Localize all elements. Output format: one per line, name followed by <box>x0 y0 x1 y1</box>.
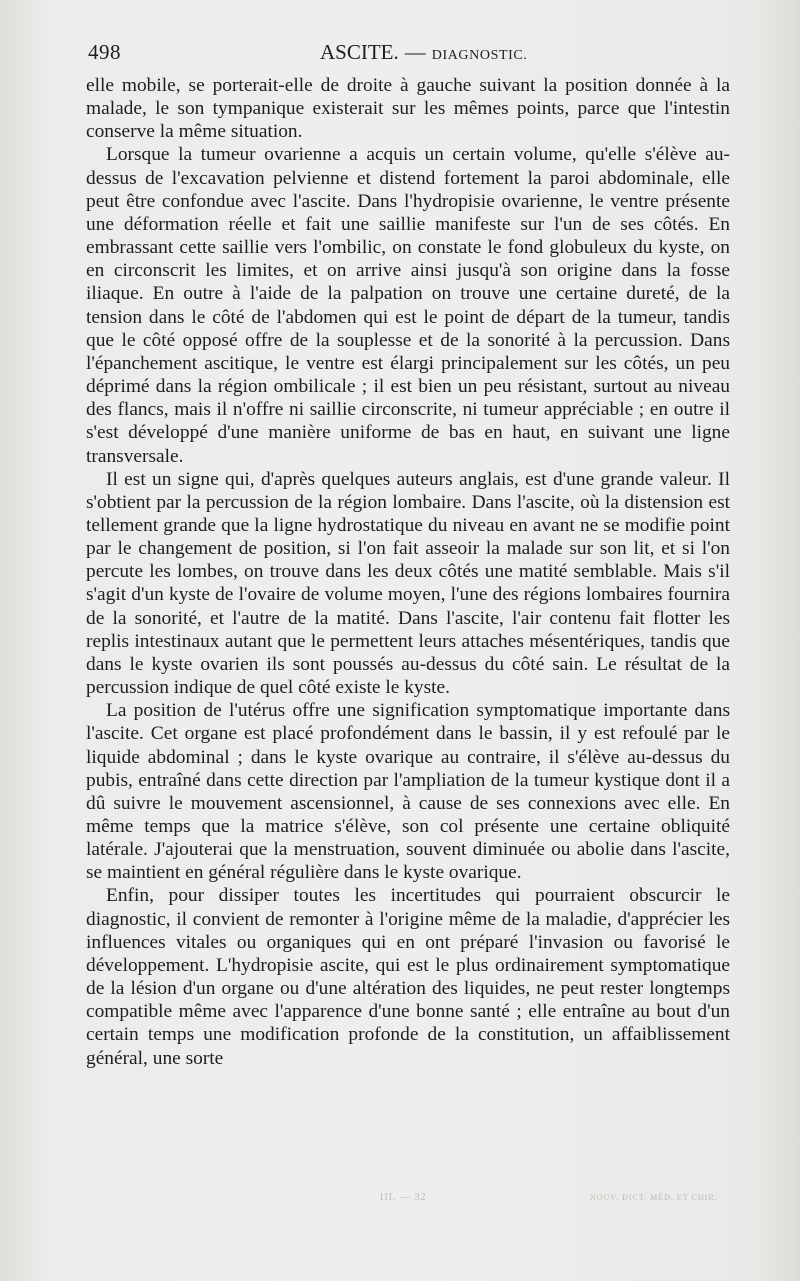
running-head-title: ASCITE. <box>320 40 399 64</box>
paragraph-ovarian-tumor: Lorsque la tumeur ovarienne a acquis un certain volume, qu'elle s'élève au-dessus de l'excavation pelvienne et distend fortement la paroi abdominale, elle peut être confondue avec l'ascite. Dans l'hydropisie ovarienne, le ventre présente une déformation réelle et fait une saillie manifeste sur l'un de ses côtés. En embrassant cette saillie vers l'ombilic, on constate le fond globuleux du kyste, on en circonscrit les limites, et on arrive ainsi jusqu'à son origine dans la fosse iliaque. En outre à l'aide de la palpation on trouve une certaine dureté, de la tension dans le côté de l'abdomen qui est le point de départ de la tumeur, tandis que le côté opposé offre de la souplesse et de la sonorité à la percussion. Dans l'épanchement ascitique, le ventre est élargi principalement sur les côtés, un peu déprimé dans la région ombilicale ; il est bien un peu résistant, surtout au niveau des flancs, mais il n'offre ni saillie circonscrite, ni tumeur appréciable ; en outre il s'est développé d'une manière uniforme de bas en haut, en suivant une ligne transversale. <box>86 144 730 467</box>
paragraph-uterus-position: La position de l'utérus offre une signification symptomatique importante dans l'ascite. Cet organe est placé profondément dans le bassin, il y est refoulé par le liquide abdominal ; dans le kyste ovarique au contraire, il s'élève au-dessus du pubis, entraîné dans cette direction par l'ampliation de la tumeur kystique dont il a dû suivre le mouvement ascensionnel, à cause de ses connexions avec elle. En même temps que la matrice s'élève, son col présente une certaine obliquité latérale. J'ajouterai que la menstruation, souvent diminuée ou abolie dans l'ascite, se maintient en général régulière dans le kyste ovarique. <box>86 700 730 884</box>
running-head <box>320 40 527 65</box>
running-head-subtitle: DIAGNOSTIC. <box>431 48 528 63</box>
paragraph-continued: elle mobile, se porterait-elle de droite à gauche suivant la position donnée à la malade, le son tympanique existerait sur les mêmes points, parce que l'intestin conserve la même situation. <box>86 75 730 143</box>
paragraph-lumbar-sign: Il est un signe qui, d'après quelques auteurs anglais, est d'une grande valeur. Il s'obtient par la percussion de la région lombaire. Dans l'ascite, où la distension est tellement grande que la ligne hydrostatique du niveau en avant ne se modifie point par le changement de position, si l'on fait asseoir la malade sur son lit, et si l'on percute les lombes, on trouve dans les deux côtés une matité semblable. Mais s'il s'agit d'un kyste de l'ovaire de volume moyen, l'une des régions lombaires fournira de la sonorité, et l'autre de la matité. Dans l'ascite, l'air contenu fait flotter les replis intestinaux autant que le permettent leurs attaches mésentériques, tandis que dans le kyste ovarien ils sont poussés au-dessus du côté sain. Le résultat de la percussion indique de quel côté existe le kyste. <box>86 468 730 699</box>
printer-note: NOUV. DICT. MÉD. ET CHIR. <box>590 1193 718 1202</box>
page-number: 498 <box>88 40 121 64</box>
signature-mark: III. — 32 <box>380 1192 427 1203</box>
page-header <box>88 40 730 70</box>
body-text <box>86 74 730 1070</box>
running-head-separator: — <box>404 40 426 64</box>
paragraph-diagnosis-origin: Enfin, pour dissiper toutes les incertitudes qui pourraient obscurcir le diagnostic, il convient de remonter à l'origine même de la maladie, d'apprécier les influences vitales ou organiques qui en ont préparé l'invasion ou favorisé le développement. L'hydropisie ascite, qui est le plus ordinairement symptomatique de la lésion d'un organe ou d'une altération des liquides, ne peut rester longtemps compatible même avec l'apparence d'une bonne santé ; elle entraîne au bout d'un certain temps une modification profonde de la constitution, un affaiblissement général, une sorte <box>86 885 730 1069</box>
